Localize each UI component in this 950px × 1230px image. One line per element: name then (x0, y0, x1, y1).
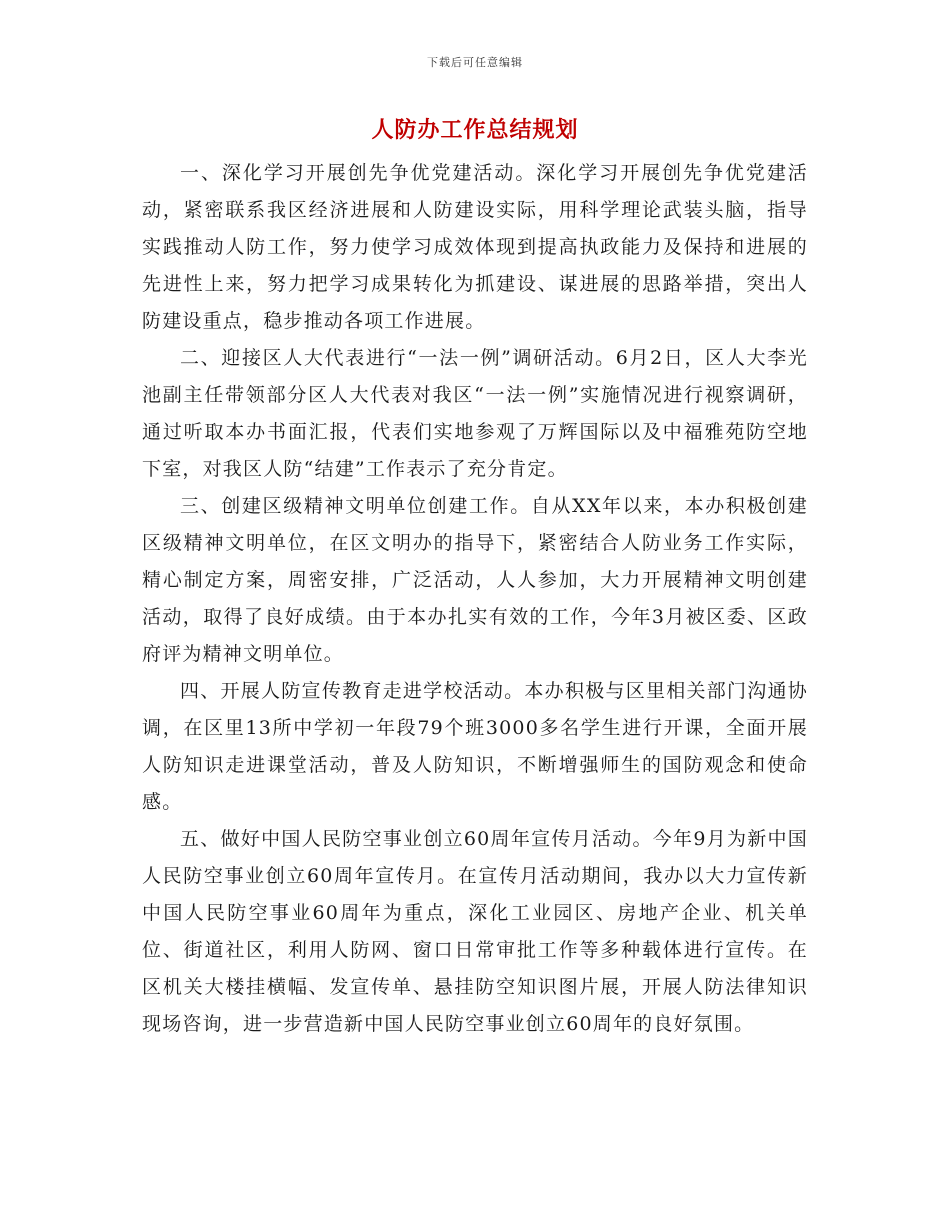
paragraph-2: 二、迎接区人大代表进行“一法一例”调研活动。6月2日，区人大李光池副主任带领部分区人大代表对我区“一法一例”实施情况进行视察调研，通过听取本办书面汇报，代表们实地参观了万辉国际以及中福雅苑防空地下室，对我区人防“结建”工作表示了充分肯定。 (142, 347, 808, 480)
page-header-note: 下载后可任意编辑 (427, 56, 523, 69)
paragraph-4: 四、开展人防宣传教育走进学校活动。本办积极与区里相关部门沟通协调，在区里13所中学初一年段79个班3000多名学生进行开课，全面开展人防知识走进课堂活动，普及人防知识，不断增强师生的国防观念和使命感。 (142, 680, 808, 813)
paragraph-5: 五、做好中国人民防空事业创立60周年宣传月活动。今年9月为新中国人民防空事业创立60周年宣传月。在宣传月活动期间，我办以大力宣传新中国人民防空事业60周年为重点，深化工业园区、房地产企业、机关单位、街道社区，利用人防网、窗口日常审批工作等多种载体进行宣传。在区机关大楼挂横幅、发宣传单、悬挂防空知识图片展，开展人防法律知识现场咨询，进一步营造新中国人民防空事业创立60周年的良好氛围。 (142, 828, 808, 1035)
paragraph-1: 一、深化学习开展创先争优党建活动。深化学习开展创先争优党建活动，紧密联系我区经济进展和人防建设实际，用科学理论武装头脑，指导实践推动人防工作，努力使学习成效体现到提高执政能力及保持和进展的先进性上来，努力把学习成果转化为抓建设、谋进展的思路举措，突出人防建设重点，稳步推动各项工作进展。 (142, 162, 808, 332)
paragraph-3: 三、创建区级精神文明单位创建工作。自从XX年以来，本办积极创建区级精神文明单位，在区文明办的指导下，紧密结合人防业务工作实际，精心制定方案，周密安排，广泛活动，人人参加，大力开展精神文明创建活动，取得了良好成绩。由于本办扎实有效的工作，今年3月被区委、区政府评为精神文明单位。 (142, 495, 808, 665)
document-body (142, 155, 808, 1043)
document-title: 人防办工作总结规划 (371, 117, 579, 143)
